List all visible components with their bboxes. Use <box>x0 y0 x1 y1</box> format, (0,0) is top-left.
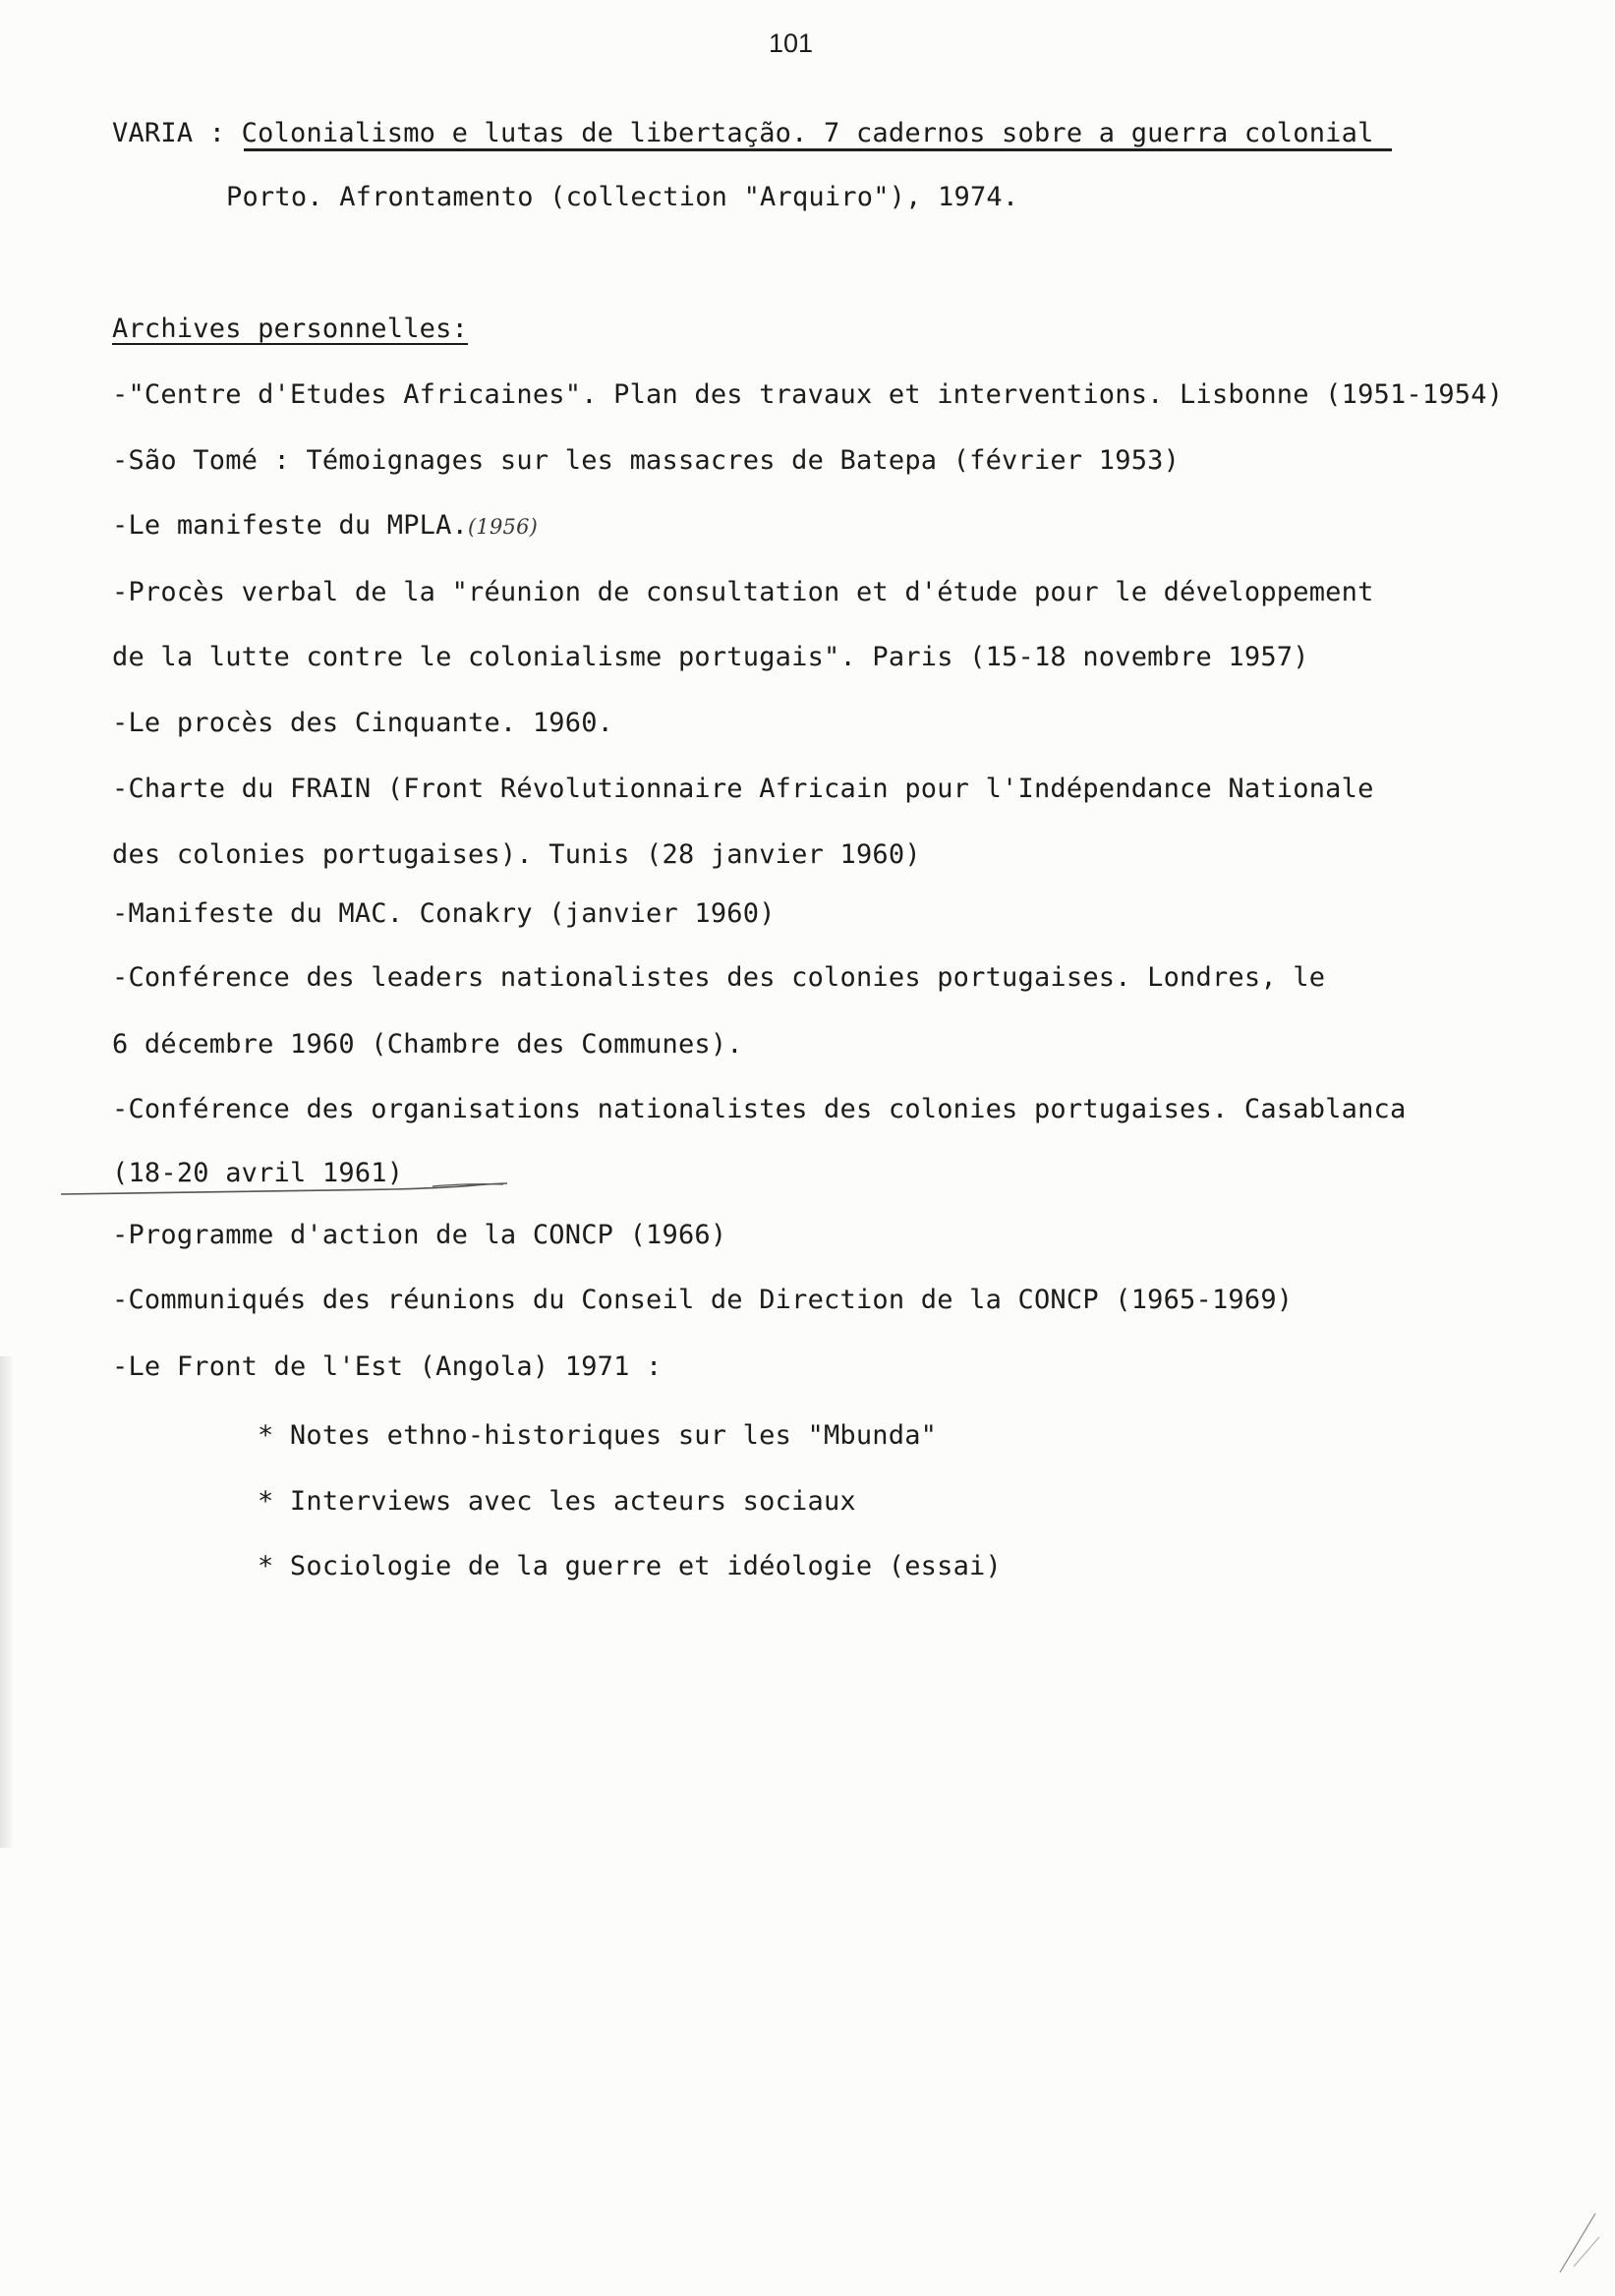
handwritten-annotation: (1956) <box>468 515 539 539</box>
archive-item: -Charte du FRAIN (Front Révolutionnaire Africain pour l'Indépendance Nationale <box>112 774 1374 804</box>
page-edge-shadow <box>0 1356 14 1848</box>
archive-subitem: * Interviews avec les acteurs sociaux <box>258 1486 856 1517</box>
archive-item: -Conférence des leaders nationalistes des colonies portugaises. Londres, le <box>112 962 1326 993</box>
archives-heading: Archives personnelles: <box>112 314 469 344</box>
archive-item: -Le procès des Cinquante. 1960. <box>112 708 614 738</box>
archive-item: -Le Front de l'Est (Angola) 1971 : <box>112 1351 663 1382</box>
pen-stroke-mark <box>59 1173 511 1202</box>
varia-title-underline <box>244 148 1392 151</box>
archive-item <box>112 508 538 545</box>
archive-item-text: -Le manifeste du MPLA. <box>112 510 469 541</box>
archive-item: -Conférence des organisations nationalistes des colonies portugaises. Casablanca <box>112 1094 1407 1124</box>
varia-label: VARIA : <box>112 118 242 148</box>
archive-subitem: * Sociologie de la guerre et idéologie (essai) <box>258 1551 1002 1581</box>
pencil-corner-mark <box>1554 2208 1603 2276</box>
archive-item-continuation: des colonies portugaises). Tunis (28 janvier 1960) <box>112 839 921 870</box>
archive-item-continuation: (18-20 avril 1961) <box>112 1158 404 1188</box>
varia-entry <box>112 116 1374 151</box>
archive-item: -"Centre d'Etudes Africaines". Plan des travaux et interventions. Lisbonne (1951-1954) <box>112 379 1504 410</box>
archive-item: -Procès verbal de la "réunion de consultation et d'étude pour le développement <box>112 577 1374 607</box>
page-number: 101 <box>769 29 814 58</box>
archive-item: -Communiqués des réunions du Conseil de Direction de la CONCP (1965-1969) <box>112 1285 1294 1315</box>
varia-publication: Porto. Afrontamento (collection "Arquiro"), 1974. <box>226 182 1019 212</box>
archive-item: -Manifeste du MAC. Conakry (janvier 1960) <box>112 898 776 929</box>
varia-title: Colonialismo e lutas de libertação. 7 cadernos sobre a guerra colonial <box>241 118 1374 148</box>
archive-item-continuation: 6 décembre 1960 (Chambre des Communes). <box>112 1029 743 1060</box>
archive-item: -Programme d'action de la CONCP (1966) <box>112 1220 727 1250</box>
archive-item-continuation: de la lutte contre le colonialisme portugais". Paris (15-18 novembre 1957) <box>112 642 1309 672</box>
archive-subitem: * Notes ethno-historiques sur les "Mbunda" <box>258 1420 938 1451</box>
archive-item: -São Tomé : Témoignages sur les massacres de Batepa (février 1953) <box>112 445 1181 476</box>
